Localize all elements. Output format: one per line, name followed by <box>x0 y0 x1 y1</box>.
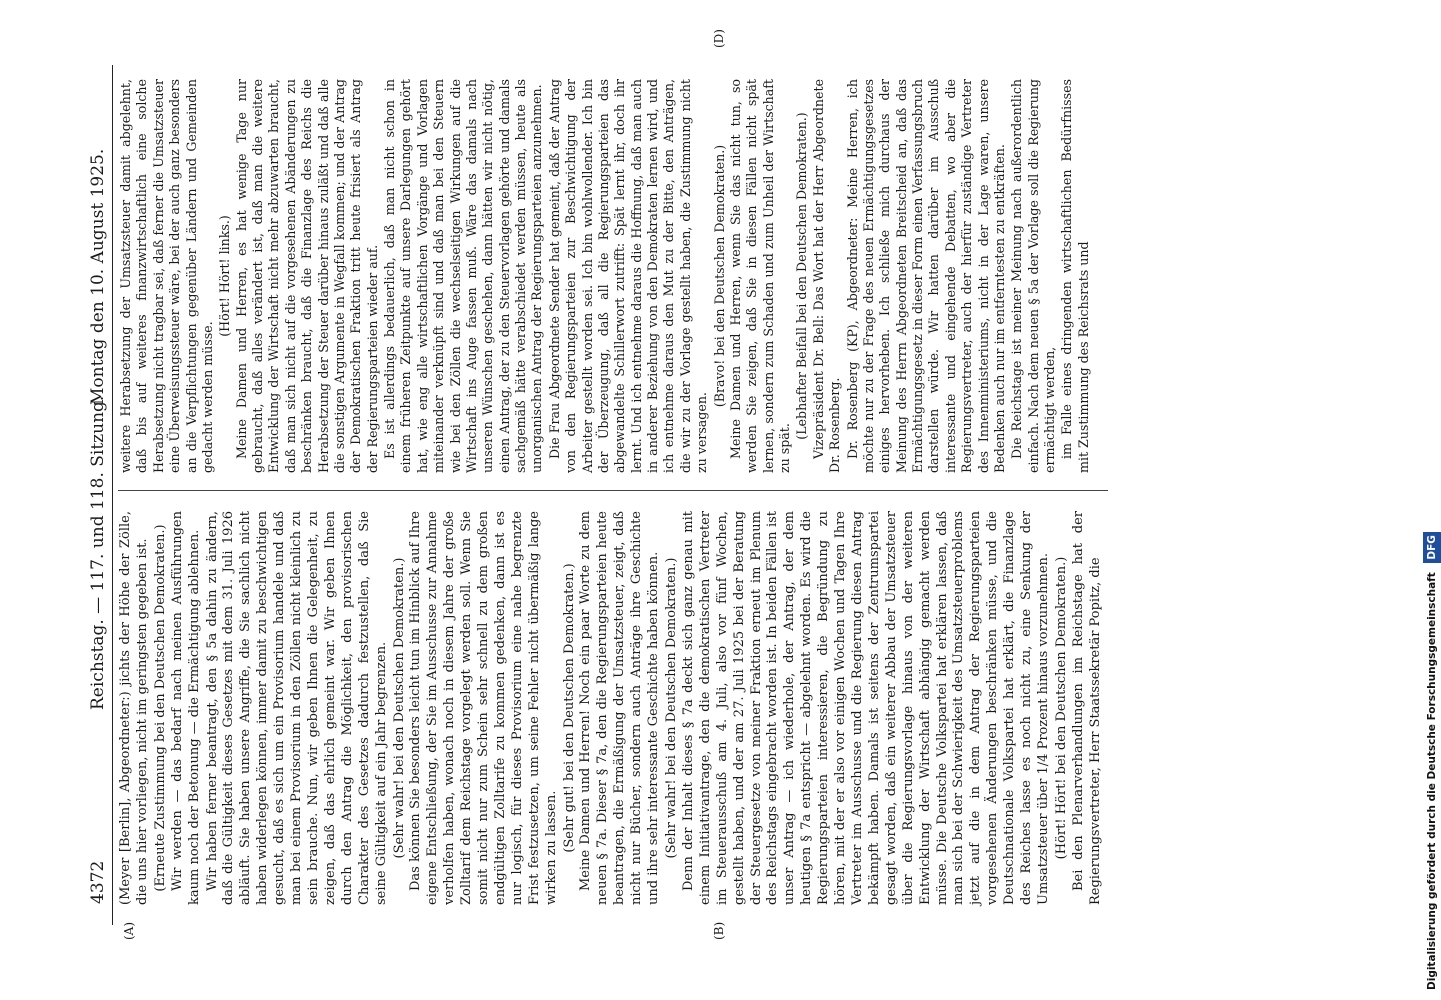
header-right-title: Montag den 10. August 1925. <box>88 148 108 405</box>
paragraph: Meine Damen und Herren, es hat wenige Tage nur gebraucht, daß alles verändert ist, daß man die weitere Entwicklung der Wirtschaft nicht mehr abzuwarten braucht, daß man sich nicht auf die vorgesehenen Abänderungen zu beschränken braucht, daß die Finanzlage des Reichs die Herabsetzung der Steuer darüber hinaus zuläßt und daß alle die sonstigen Argumente in Wegfall kommen; und der Antrag der Demokratischen Fraktion tritt heute frisiert als Antrag der Regierungsparteien wieder auf. <box>233 79 380 473</box>
header-rule <box>112 65 113 925</box>
dfg-logo: DFG <box>1423 532 1441 563</box>
paragraph: Bei den Plenarverhandlungen im Reichstage hat der Regierungsvertreter, Herr Staatssekretär Popitz, die <box>1070 511 1103 905</box>
paragraph: Die Reichstage ist meiner Meinung nach außerordentlich einfach. Nach dem neuen § 5a der Vorlage soll die Regierung ermächtigt werden, <box>1009 79 1057 473</box>
left-text-column <box>118 511 1106 905</box>
interjection: (Hört! Hört! links.) <box>217 215 233 337</box>
paragraph: im Falle eines dringenden wirtschaftlichen Bedürfnisses mit Zustimmung des Reichsrats und <box>1059 79 1091 473</box>
margin-marker-b: (B) <box>712 921 726 940</box>
right-text-column <box>118 79 1093 473</box>
paragraph: Es ist allerdings bedauerlich, daß man nicht schon in einem früheren Zeitpunkte auf unsere Darlegungen gehört hat, wie eng alle wirtschaftlichen Vorgänge und Vorlagen miteinander verknüpft sind und daß man bei den Steuern wie bei den Zöllen die wechselseitigen Wirkungen auf die Wirtschaft ins Auge fassen muß. Wäre das damals nach unseren Wünschen geschehen, dann hätten wir nicht nötig, einen Antrag, der zu den Steuervorlagen gehörte und damals sachgemäß hätte verabschiedet werden müssen, heute als unorganischen Antrag der Regierungsparteien anzunehmen. <box>382 79 545 473</box>
paragraph: weitere Herabsetzung der Umsatzsteuer damit abgelehnt, daß bis auf weiteres finanzwirtschaftlich eine solche Herabsetzung nicht tragbar sei, daß ferner die Umsatzsteuer eine Überweisungssteuer wäre, bei der auch ganz besonders an die Verpflichtungen gegenüber Ländern und Gemeinden gedacht werden müsse. <box>118 79 215 473</box>
dfg-credit-text: Digitalisierung gefördert durch die Deutsche Forschungsgemeinschaft <box>1426 572 1438 990</box>
paragraph: Dr. Rosenberg (KP), Abgeordneter: Meine Herren, ich möchte nur zu der Frage des neuen Ermächtigungsgesetzes einiges hervorheben. Ich schließe mich durchaus der Meinung des Herrn Abgeordneten Breitscheid an, daß das Ermächtigungsgesetz in dieser Form einen Verfassungsbruch darstellen würde. Wir hatten darüber im Ausschuß interessante und eingehende Debatten, wo aber die Regierungsvertreter, auch der hierfür zuständige Vertreter des Innenministeriums, nicht in der Lage waren, unsere Bedenken auch nur im entferntesten zu entkräften. <box>844 79 1007 473</box>
paragraph: Wir werden — das bedarf nach meinen Ausführungen kaum noch der Betonung — die Ermächtigung ablehnen. <box>169 511 202 905</box>
interjection: (Lebhafter Beifall bei den Deutschen Demokraten.) <box>794 112 810 440</box>
paragraph: Vizepräsident Dr. Bell: Das Wort hat der Herr Abgeordnete Dr. Rosenberg. <box>810 79 843 473</box>
paragraph: Meine Damen und Herren, wenn Sie das nicht tun, so werden Sie zeigen, daß Sie in diesen Fällen nicht spät lernen, sondern zum Schaden und zum Unheil der Wirtschaft zu spät. <box>727 79 792 473</box>
paragraph: Die Frau Abgeordnete Sender hat gemeint, daß der Antrag von den Regierungsparteien zur Beschwichtigung der Arbeiter gestellt worden sei. Ich bin wohlwollender. Ich bin der Überzeugung, daß all die Regierungsparteien das abgewandelte Schillerwort zutrifft: Spät lernt ihr, doch ihr lernt. Und ich entnehme daraus die Hoffnung, daß man auch in anderer Beziehung von den Demokraten lernen wird, und ich entnehme daraus den Mut zu der Bitte, den Anträgen, die wir zu der Vorlage gestellt haben, die Zustimmung nicht zu versagen. <box>546 79 710 473</box>
margin-marker-d: (D) <box>712 29 726 48</box>
interjection: (Bravo! bei den Deutschen Demokraten.) <box>711 144 727 408</box>
paragraph: Denn der Inhalt dieses § 7a deckt sich ganz genau mit einem Initiativantrage, den die demokratischen Vertreter im Steuerausschuß am 4. Juli, also vor fünf Wochen, gestellt haben, und der am 27. Juli 1925 bei der Beratung der Steuergesetze von meiner Fraktion erneut im Plenum des Reichstags eingebracht worden ist. In beiden Fällen ist unser Antrag — ich wiederhole, der Antrag, der dem heutigen § 7a entspricht — abgelehnt worden. Es wird die Regierungsparteien interessieren, die Begründung zu hören, mit der er also vor einigen Wochen und Tagen Ihre Vertreter im Ausschusse und die Regierung diesen Antrag bekämpft haben. Damals ist seitens der Zentrumspartei gesagt worden, daß ein weiterer Abbau der Umsatzsteuer über die Regierungsvorlage hinaus von der weiteren Entwicklung der Wirtschaft abhängig gemacht werden müsse. Die Deutsche Volkspartei hat erklären lassen, daß man sich bei der Schwierigkeit des Umsatzsteuerproblems jetzt auf die in dem Antrag der Regierungsparteien vorgesehenen Änderungen beschränken müsse, und die Deutschnationale Volkspartei hat erklärt, die Finanzlage des Reiches lasse es noch nicht zu, eine Senkung der Umsatzsteuer über 1/4 Prozent hinaus vorzunehmen. <box>680 511 1051 905</box>
interjection: (Hört! Hört! bei den Deutschen Demokraten.) <box>1053 556 1069 860</box>
paragraph: Das können Sie besonders leicht tun im Hinblick auf Ihre eigene Entschließung, der Sie im Ausschusse zur Annahme verholfen haben, wonach noch in diesem Jahre der große Zolltarif dem Reichstage vorgelegt werden soll. Wenn Sie somit nicht nur zum Schein sehr schnell zu dem großen endgültigen Zolltarife zu kommen gedenken, dann ist es nur logisch, für dieses Provisorium eine nahe begrenzte Frist festzusetzen, um seine Fehler nicht übermäßig lange wirken zu lassen. <box>408 511 559 905</box>
page-number: 4372 <box>88 860 108 904</box>
interjection: (Erneute Zustimmung bei den Deutschen Demokraten.) <box>152 524 168 892</box>
paragraph: Meine Damen und Herren! Noch ein paar Worte zu dem neuen § 7a. Dieser § 7a, den die Regierungsparteien heute beantragen, die Ermäßigung der Umsatzsteuer, zeigt, daß nicht nur Bücher, sondern auch Anträge ihre Geschichte und ihre sehr interessante Geschichte haben können. <box>578 511 662 905</box>
margin-marker-a: (A) <box>122 921 136 940</box>
interjection: (Sehr wahr! bei den Deutschen Demokraten.) <box>664 557 679 859</box>
paragraph: (Meyer [Berlin], Abgeordneter:) jichts der Höhe der Zölle, die uns hier vorliegen, nicht im geringsten gegeben ist. <box>118 511 150 905</box>
column-separator <box>118 490 1108 491</box>
dfg-credit-strip <box>1423 10 1441 990</box>
paragraph: Wir haben ferner beantragt, den § 5a dahin zu ändern, daß die Gültigkeit dieses Gesetzes mit dem 31. Juli 1926 abläuft. Sie haben unsere Angriffe, die Sie sachlich nicht haben widerlegen können, immer damit zu beschwichtigen gesucht, daß es sich um ein Provisorium handele und daß man bei einem Provisorium in den Zöllen nicht kleinlich zu sein brauche. Nun, wir geben Ihnen die Gelegenheit, zu zeigen, daß das ehrlich gemeint war. Wir geben Ihnen durch den Antrag die Möglichkeit, den provisorischen Charakter des Gesetzes dadurch festzustellen, daß Sie seine Gültigkeit auf ein Jahr begrenzen. <box>204 511 389 905</box>
interjection: (Sehr gut! bei den Deutschen Demokraten.) <box>561 563 577 853</box>
header-left-title: Reichstag. — 117. und 118. Sitzung. <box>88 395 108 710</box>
interjection: (Sehr wahr! bei den Deutschen Demokraten.) <box>391 557 407 859</box>
